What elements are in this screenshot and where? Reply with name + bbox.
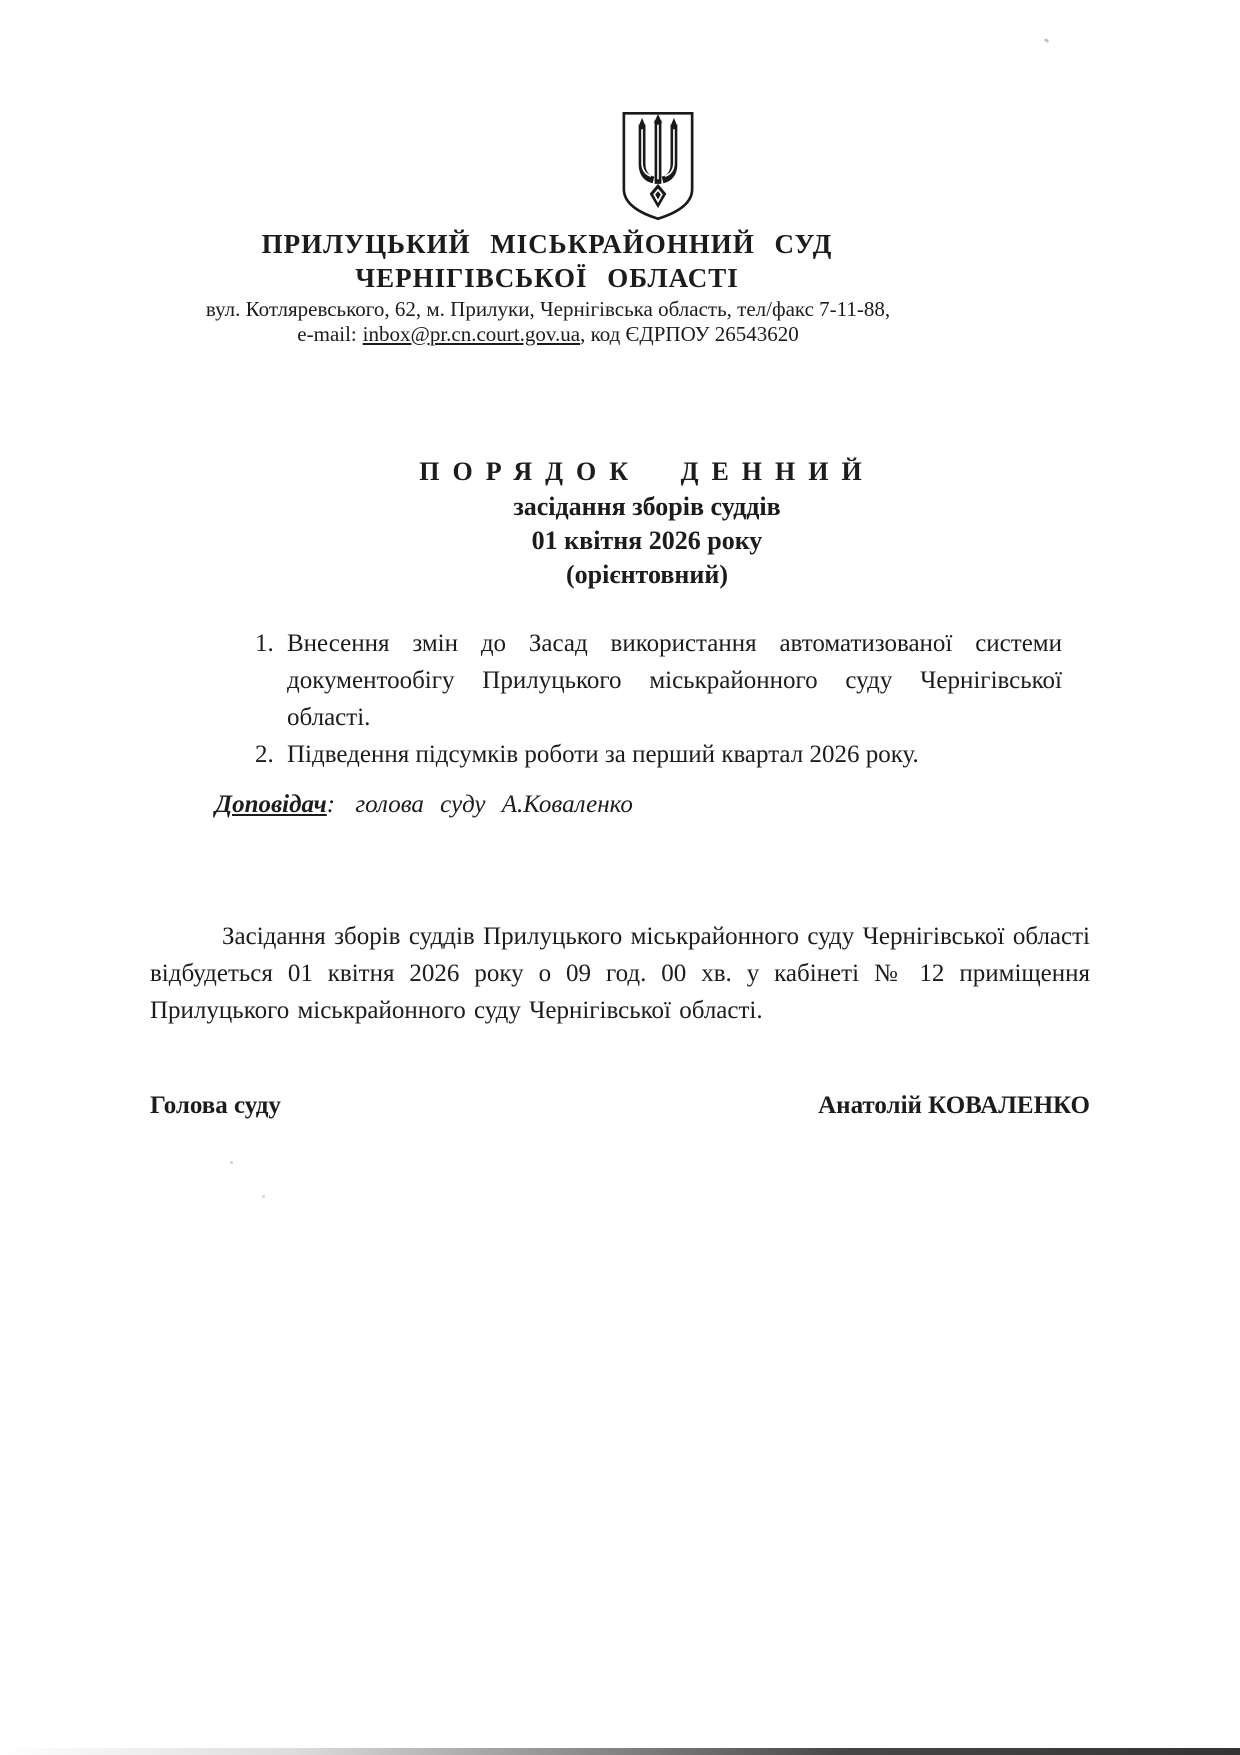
agenda-item: [255, 625, 1062, 736]
speaker-colon: :: [326, 791, 336, 818]
scan-speck: [230, 1161, 233, 1164]
meeting-details-paragraph: Засідання зборів суддів Прилуцького міськрайонного суду Чернігівської області відбудеться 01 квітня 2026 року о 09 год. 00 хв. у кабінеті № 12 приміщення Прилуцького міськрайонного суду Чернігівської області.: [150, 923, 1090, 1024]
court-name-line2: ЧЕРНІГІВСЬКОЇ ОБЛАСТІ: [355, 263, 739, 293]
court-name-line1: ПРИЛУЦЬКИЙ МІСЬКРАЙОННИЙ СУД: [261, 229, 833, 259]
edrpou-code: , код ЄДРПОУ 26543620: [580, 321, 799, 346]
document-subtitle-meeting: засідання зборів суддів: [513, 492, 781, 521]
agenda-item-number: 2.: [255, 741, 274, 768]
document-title-block: [27, 454, 1240, 592]
document-subtitle-note: (орієнтовний): [566, 560, 728, 589]
speaker-value: голова суду А.Коваленко: [355, 791, 633, 818]
agenda-list: [215, 625, 1062, 773]
court-contact-line: [0, 322, 1168, 347]
ukraine-trident-emblem: [620, 111, 696, 221]
agenda-item: [255, 736, 1062, 773]
speaker-label: Доповідач: [215, 791, 327, 818]
email-label: e-mail:: [297, 321, 357, 346]
document-subtitle-date: 01 квітня 2026 року: [531, 526, 763, 555]
scan-edge-artifact: [0, 1748, 1240, 1755]
email-address: inbox@pr.cn.court.gov.ua: [362, 321, 581, 346]
signature-position: Голова суду: [150, 1092, 281, 1119]
signature-name: Анатолій КОВАЛЕНКО: [818, 1092, 1090, 1119]
letterhead: [0, 111, 1240, 346]
scan-speck: [262, 1195, 265, 1198]
scan-speck: [1044, 38, 1050, 43]
signature-row: [150, 1089, 1090, 1123]
speaker-line: [215, 787, 1240, 823]
document-title: ПОРЯДОК ДЕННИЙ: [419, 457, 875, 486]
agenda-item-text: Підведення підсумків роботи за перший квартал 2026 року.: [287, 741, 919, 768]
court-address-line: вул. Котляревського, 62, м. Прилуки, Чернігівська область, тел/факс 7-11-88,: [205, 297, 891, 321]
emblem-row: [0, 111, 1240, 221]
agenda-item-text: Внесення змін до Засад використання автоматизованої системи документообігу Прилуцького міськрайонного суду Чернігівської області.: [287, 630, 1062, 731]
agenda-item-number: 1.: [255, 630, 274, 657]
